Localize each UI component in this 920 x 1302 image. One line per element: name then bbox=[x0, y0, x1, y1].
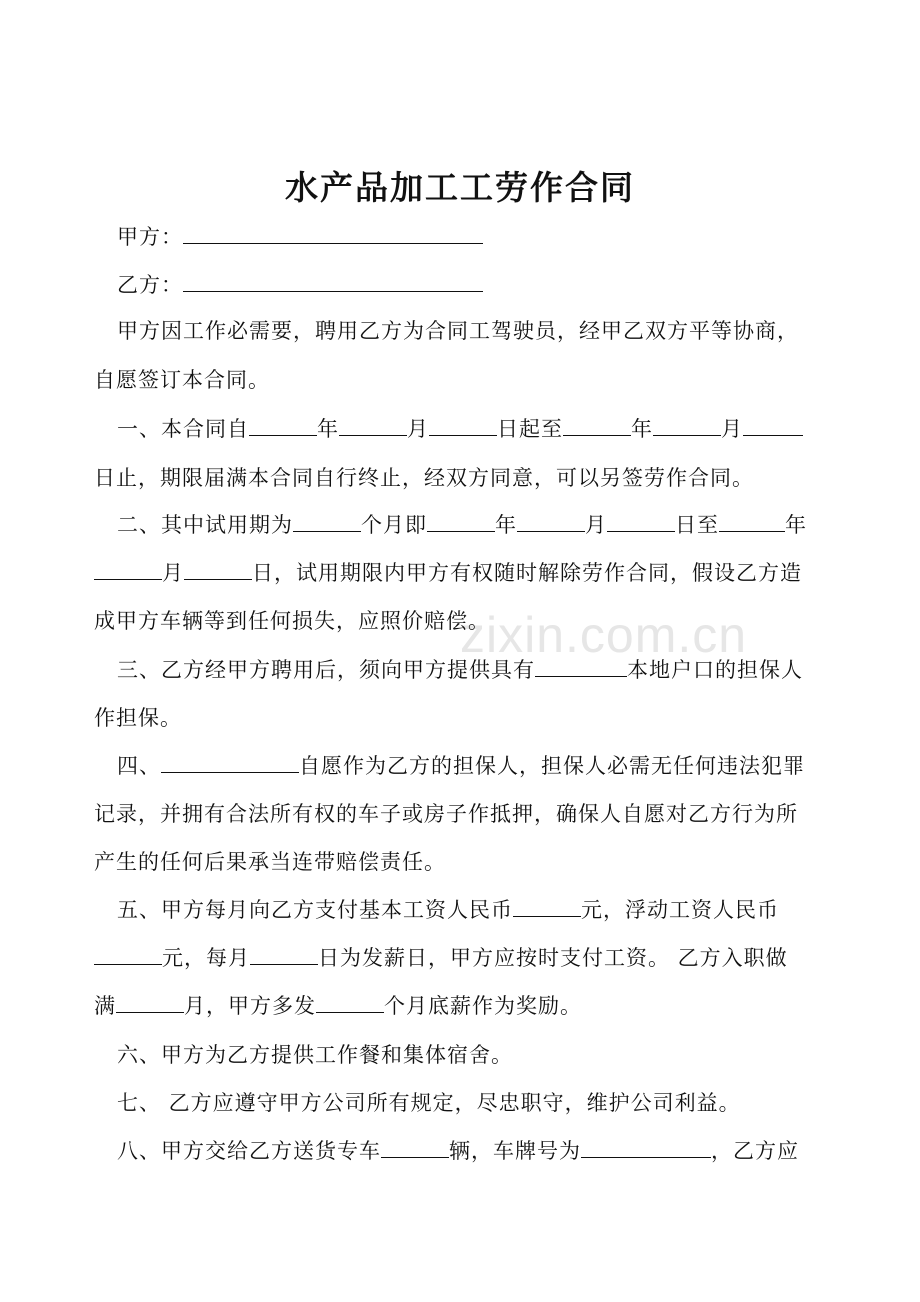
text-segment: 自愿签订本合同。 bbox=[94, 368, 270, 392]
text-segment: 元，浮动工资人民币 bbox=[581, 898, 779, 922]
blank-field bbox=[427, 511, 495, 532]
clause-8-line-1 bbox=[94, 1136, 859, 1166]
text-segment: 满 bbox=[94, 994, 116, 1018]
party-b-blank bbox=[183, 271, 483, 292]
clause-7-line-1 bbox=[94, 1088, 859, 1118]
blank-field bbox=[381, 1137, 449, 1158]
party-b-label: 乙方： bbox=[117, 273, 183, 297]
blank-field bbox=[116, 992, 184, 1013]
text-segment: 日为发薪日，甲方应按时支付工资。 乙方入职做 bbox=[318, 946, 788, 970]
blank-field bbox=[563, 415, 631, 436]
text-segment: 日至 bbox=[675, 513, 719, 537]
blank-field bbox=[249, 415, 317, 436]
text-segment: 辆，车牌号为 bbox=[449, 1139, 581, 1163]
blank-field bbox=[339, 415, 407, 436]
text-segment: 本地户口的担保人 bbox=[627, 658, 803, 682]
blank-field bbox=[513, 896, 581, 917]
clause-6-line-1 bbox=[94, 1040, 859, 1070]
text-segment: 二、其中试用期为 bbox=[117, 513, 293, 537]
text-segment: 一、本合同自 bbox=[117, 417, 249, 441]
clause-1-line-1 bbox=[94, 414, 859, 444]
blank-field bbox=[184, 559, 252, 580]
text-segment: 月 bbox=[721, 417, 743, 441]
plate-number-blank bbox=[581, 1137, 711, 1158]
blank-field bbox=[94, 944, 162, 965]
text-segment: 三、乙方经甲方聘用后，须向甲方提供具有 bbox=[117, 658, 535, 682]
clause-4-line-3 bbox=[94, 847, 836, 877]
text-segment: 成甲方车辆等到任何损失，应照价赔偿。 bbox=[94, 609, 490, 633]
text-segment: 月 bbox=[585, 513, 607, 537]
blank-field bbox=[293, 511, 361, 532]
text-segment: 自愿作为乙方的担保人，担保人必需无任何违法犯罪 bbox=[299, 754, 805, 778]
blank-field bbox=[535, 656, 627, 677]
party-a-blank bbox=[183, 223, 483, 244]
text-segment: 年 bbox=[631, 417, 653, 441]
guarantor-blank bbox=[161, 752, 299, 773]
text-segment: 日起至 bbox=[497, 417, 563, 441]
blank-field bbox=[517, 511, 585, 532]
clause-5-line-1 bbox=[94, 895, 859, 925]
blank-field bbox=[607, 511, 675, 532]
text-segment: 个月底薪作为奖励。 bbox=[384, 994, 582, 1018]
blank-field bbox=[94, 559, 162, 580]
text-segment: 六、甲方为乙方提供工作餐和集体宿舍。 bbox=[117, 1043, 513, 1067]
clause-2-line-1 bbox=[94, 510, 859, 540]
clause-5-line-2 bbox=[94, 943, 836, 973]
text-segment: 年 bbox=[495, 513, 517, 537]
text-segment: 元，每月 bbox=[162, 946, 250, 970]
text-segment: 七、 乙方应遵守甲方公司所有规定，尽忠职守，维护公司利益。 bbox=[117, 1091, 741, 1115]
text-segment: 记录，并拥有合法所有权的车子或房子作抵押，确保人自愿对乙方行为所 bbox=[94, 802, 798, 826]
clause-2-line-3 bbox=[94, 606, 836, 636]
clause-4-line-2 bbox=[94, 799, 836, 829]
page-title: 水产品加工工劳作合同 bbox=[285, 168, 635, 207]
text-segment: 五、甲方每月向乙方支付基本工资人民币 bbox=[117, 898, 513, 922]
text-segment: 日，试用期限内甲方有权随时解除劳作合同，假设乙方造 bbox=[252, 561, 802, 585]
clause-4-line-1 bbox=[94, 751, 859, 781]
blank-field bbox=[653, 415, 721, 436]
text-segment: 月 bbox=[407, 417, 429, 441]
blank-field bbox=[250, 944, 318, 965]
text-segment: 作担保。 bbox=[94, 706, 182, 730]
party-b-line bbox=[94, 270, 859, 300]
blank-field bbox=[743, 415, 803, 436]
clause-2-line-2 bbox=[94, 558, 836, 588]
party-a-label: 甲方： bbox=[117, 225, 183, 249]
text-segment: 月 bbox=[162, 561, 184, 585]
text-segment: 年 bbox=[785, 513, 807, 537]
text-segment: 四、 bbox=[117, 754, 161, 778]
clause-1-line-2 bbox=[94, 463, 836, 493]
text-segment: 日止，期限届满本合同自行终止，经双方同意，可以另签劳作合同。 bbox=[94, 466, 754, 490]
text-segment: 年 bbox=[317, 417, 339, 441]
blank-field bbox=[316, 992, 384, 1013]
clause-3-line-1 bbox=[94, 655, 859, 685]
watermark: zixin.com.cn bbox=[460, 607, 748, 663]
clause-5-line-3 bbox=[94, 991, 836, 1021]
blank-field bbox=[719, 511, 785, 532]
party-a-line bbox=[94, 222, 859, 252]
clause-3-line-2 bbox=[94, 703, 836, 733]
text-segment: 个月即 bbox=[361, 513, 427, 537]
text-segment: 产生的任何后果承当连带赔偿责任。 bbox=[94, 850, 446, 874]
text-segment: 八、甲方交给乙方送货专车 bbox=[117, 1139, 381, 1163]
text-segment: 月，甲方多发 bbox=[184, 994, 316, 1018]
intro-line-2 bbox=[94, 365, 836, 395]
intro-line-1 bbox=[94, 316, 859, 346]
text-segment: ，乙方应 bbox=[711, 1139, 799, 1163]
text-segment: 甲方因工作必需要，聘用乙方为合同工驾驶员，经甲乙双方平等协商， bbox=[117, 319, 799, 343]
blank-field bbox=[429, 415, 497, 436]
